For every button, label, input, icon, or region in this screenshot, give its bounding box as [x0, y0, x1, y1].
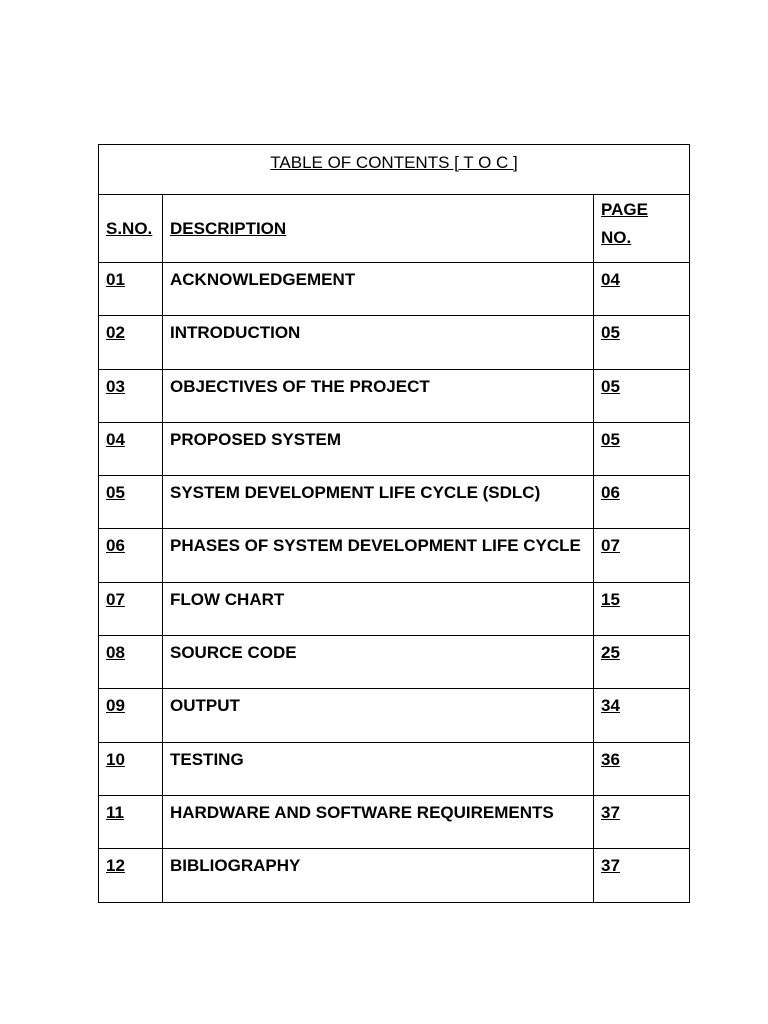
row-description: PROPOSED SYSTEM — [170, 429, 341, 449]
row-page: 06 — [601, 483, 620, 503]
row-page: 05 — [601, 429, 620, 449]
row-page: 04 — [601, 270, 620, 289]
toc-title: TABLE OF CONTENTS [ T O C ] — [270, 153, 518, 172]
row-sno: 05 — [106, 483, 125, 503]
table-row — [99, 636, 690, 689]
header-description-label: DESCRIPTION — [170, 218, 287, 238]
table-row — [99, 316, 690, 369]
row-description: TESTING — [170, 749, 244, 769]
row-sno: 01 — [106, 270, 125, 289]
row-page: 36 — [601, 749, 620, 769]
row-description: SOURCE CODE — [170, 643, 297, 663]
row-sno: 11 — [106, 802, 124, 822]
row-sno: 10 — [106, 749, 125, 769]
toc-title-row — [99, 145, 690, 195]
row-page: 05 — [601, 376, 620, 396]
header-page-line2: NO. — [601, 228, 632, 247]
header-page-line1: PAGE — [601, 200, 648, 219]
table-row — [99, 689, 690, 742]
row-page: 25 — [601, 643, 620, 663]
row-description: INTRODUCTION — [170, 323, 301, 343]
table-row — [99, 529, 690, 582]
row-description: PHASES OF SYSTEM DEVELOPMENT LIFE CYCLE — [170, 536, 581, 556]
row-description: BIBLIOGRAPHY — [170, 856, 301, 876]
table-row — [99, 369, 690, 422]
row-description: SYSTEM DEVELOPMENT LIFE CYCLE (SDLC) — [170, 483, 541, 503]
row-description: ACKNOWLEDGEMENT — [170, 270, 356, 289]
row-sno: 09 — [106, 696, 125, 716]
toc-table — [98, 144, 690, 903]
row-sno: 12 — [106, 856, 125, 876]
row-sno: 03 — [106, 376, 125, 396]
header-page — [594, 195, 690, 263]
row-description: OUTPUT — [170, 696, 240, 716]
row-sno: 02 — [106, 323, 125, 343]
table-row — [99, 476, 690, 529]
header-sno — [99, 195, 163, 263]
row-description: FLOW CHART — [170, 589, 285, 609]
header-sno-label: S.NO. — [106, 218, 153, 238]
row-description: HARDWARE AND SOFTWARE REQUIREMENTS — [170, 802, 554, 822]
row-description: OBJECTIVES OF THE PROJECT — [170, 376, 430, 396]
toc-header-row — [99, 195, 690, 263]
row-page: 05 — [601, 323, 620, 343]
row-sno: 04 — [106, 429, 125, 449]
table-row — [99, 582, 690, 635]
table-row — [99, 795, 690, 848]
table-row — [99, 422, 690, 475]
row-page: 07 — [601, 536, 620, 556]
row-sno: 06 — [106, 536, 125, 556]
row-sno: 08 — [106, 643, 125, 663]
table-row — [99, 742, 690, 795]
row-page: 37 — [601, 802, 620, 822]
row-sno: 07 — [106, 589, 125, 609]
table-row — [99, 849, 690, 902]
table-row — [99, 263, 690, 316]
header-description — [163, 195, 594, 263]
row-page: 15 — [601, 589, 620, 609]
row-page: 37 — [601, 856, 620, 876]
row-page: 34 — [601, 696, 620, 716]
toc-title-cell — [99, 145, 690, 195]
